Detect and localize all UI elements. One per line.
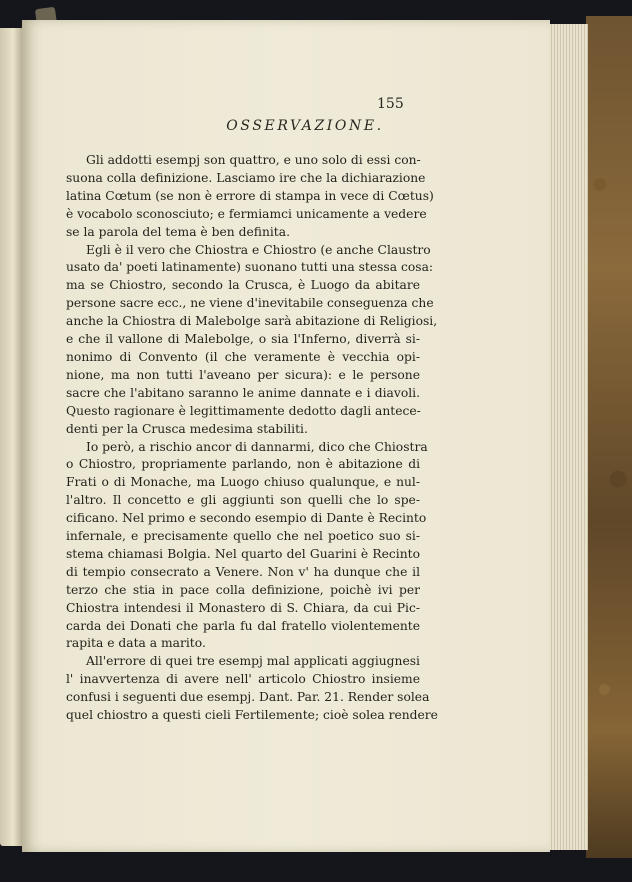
text-line: quel chiostro a questi cieli Fertilemente; cioè solea rendere — [66, 708, 438, 723]
page-number: 155 — [377, 96, 404, 112]
page-edges — [546, 24, 588, 850]
text-line: Frati o di Monache, ma Luogo chiuso qualunque, e nul- — [66, 475, 420, 490]
section-heading: OSSERVAZIONE. — [226, 118, 384, 134]
text-line: Egli è il vero che Chiostra e Chiostro (e anche Claustro — [86, 242, 431, 257]
text-line: sacre che l'abitano saranno le anime dannate e i diavoli. — [66, 385, 420, 400]
marbled-cover — [586, 16, 632, 858]
text-line: anche la Chiostra di Malebolge sarà abitazione di Religiosi, — [66, 314, 438, 329]
facing-page-edge — [0, 28, 22, 846]
text-line: Chiostra intendesi il Monastero di S. Chiara, da cui Pic- — [66, 600, 420, 615]
text-line: stema chiamasi Bolgia. Nel quarto del Guarini è Recinto — [66, 546, 420, 561]
text-line: denti per la Crusca medesima stabiliti. — [66, 421, 308, 436]
text-line: confusi i seguenti due esempj. Dant. Par. 21. Render solea — [66, 690, 430, 705]
text-line: Io però, a rischio ancor di dannarmi, dico che Chiostra — [86, 439, 428, 454]
text-line: è vocabolo sconosciuto; e fermiamci unicamente a vedere — [66, 206, 427, 221]
text-line: o Chiostro, propriamente parlando, non è abitazione di — [66, 457, 420, 472]
text-line: terzo che stia in pace colla definizione, poichè ivi per — [66, 582, 420, 597]
text-line: persone sacre ecc., ne viene d'inevitabile conseguenza che — [66, 296, 434, 311]
body-text — [66, 152, 438, 725]
text-line: cificano. Nel primo e secondo esempio di Dante è Recinto — [66, 511, 427, 526]
text-line: All'errore di quei tre esempj mal applicati aggiugnesi — [86, 654, 420, 669]
text-line: infernale, e precisamente quello che nel poetico suo si- — [66, 529, 420, 544]
text-line: Questo ragionare è legittimamente dedotto dagli antece- — [66, 403, 421, 418]
text-line: ma se Chiostro, secondo la Crusca, è Luogo da abitare — [66, 278, 420, 293]
text-line: nonimo di Convento (il che veramente è vecchia opi- — [66, 349, 420, 364]
text-line: l' inavvertenza di avere nell' articolo Chiostro insieme — [66, 672, 420, 687]
text-line: Gli addotti esempj son quattro, e uno solo di essi con- — [86, 153, 421, 167]
text-line: suona colla definizione. Lasciamo ire che la dichiarazione — [66, 170, 426, 185]
text-line: e che il vallone di Malebolge, o sia l'Inferno, diverrà si- — [66, 332, 420, 347]
text-line: nione, ma non tutti l'aveano per sicura): e le persone — [66, 367, 420, 382]
text-line: di tempio consecrato a Venere. Non v' ha dunque che il — [66, 564, 420, 579]
text-line: usato da' poeti latinamente) suonano tutti una stessa cosa: — [66, 260, 434, 275]
text-line: l'altro. Il concetto e gli aggiunti son quelli che lo spe- — [66, 493, 420, 508]
text-line: latina Cœtum (se non è errore di stampa in vece di Cœtus) — [66, 188, 434, 203]
text-line: rapita e data a marito. — [66, 636, 206, 651]
text-line: se la parola del tema è ben definita. — [66, 224, 290, 239]
text-line: carda dei Donati che parla fu dal fratello violentemente — [66, 618, 420, 633]
